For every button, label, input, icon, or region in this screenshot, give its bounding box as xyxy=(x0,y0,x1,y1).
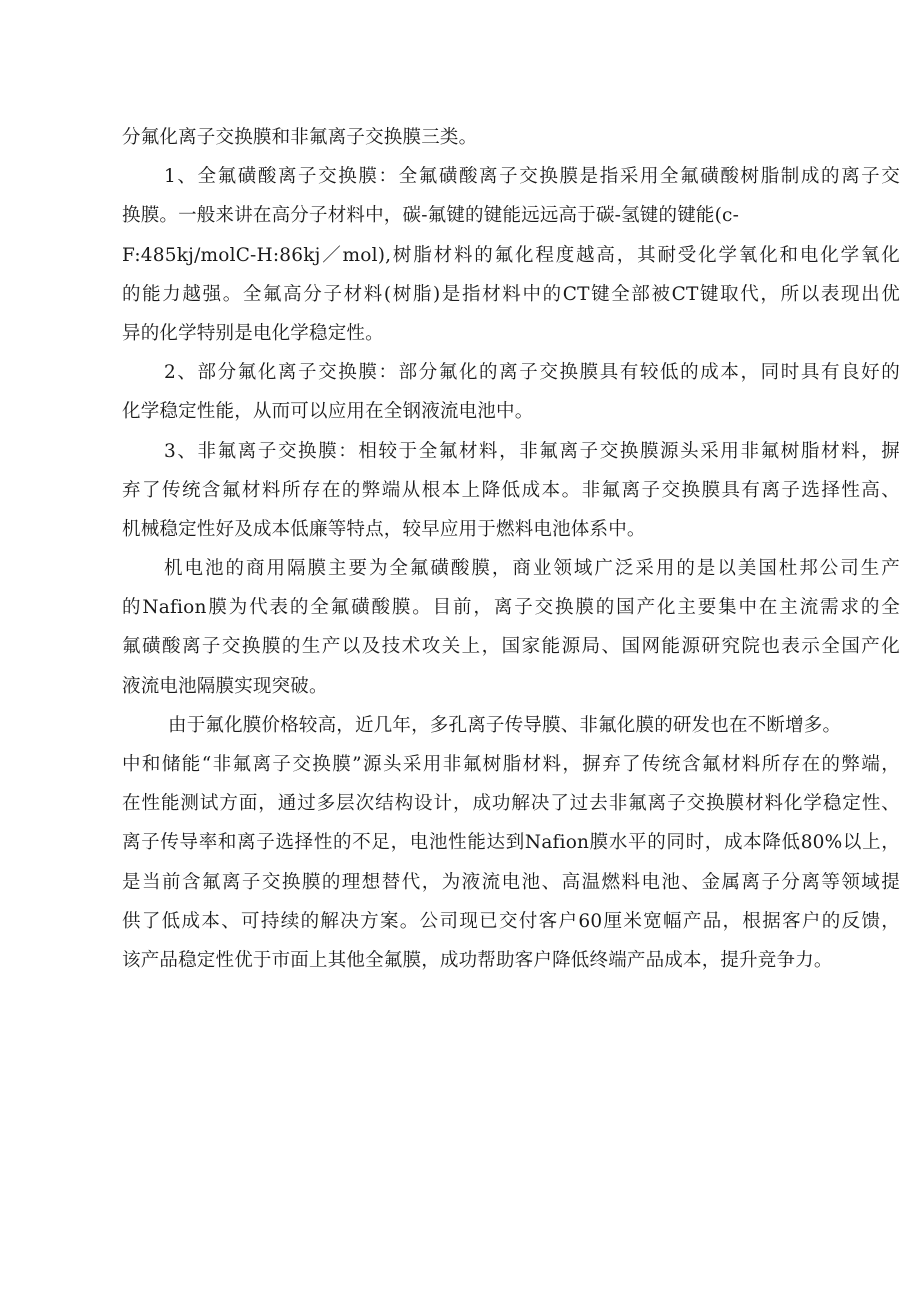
text-line: F:485kj/molC-H:86kj／mol),树脂材料的氟化程度越高，其耐受化学氧化和电化学氧化 xyxy=(122,244,900,266)
paragraph-partially-fluorinated xyxy=(122,353,900,431)
paragraph-commercial-membranes xyxy=(122,549,900,706)
text-line: 的能力越强。全氟高分子材料(树脂)是指材料中的CT键全部被CT键取代，所以表现出优 xyxy=(122,283,900,305)
document-body xyxy=(122,118,900,980)
text-line: 1、全氟磺酸离子交换膜：全氟磺酸离子交换膜是指采用全氟磺酸树脂制成的离子交 xyxy=(164,166,900,188)
paragraph-perfluorinated xyxy=(122,157,900,353)
text-line: 机械稳定性好及成本低廉等特点，较早应用于燃料电池体系中。 xyxy=(122,518,646,540)
text-line: 换膜。一般来讲在高分子材料中，碳-氟键的键能远远高于碳-氢键的键能(c- xyxy=(122,205,740,227)
paragraph-zhonghe-storage xyxy=(122,706,900,980)
text-line: 化学稳定性能，从而可以应用在全钢液流电池中。 xyxy=(122,401,534,423)
text-line: 该产品稳定性优于市面上其他全氟膜，成功帮助客户降低终端产品成本，提升竞争力。 xyxy=(122,949,833,971)
text-line: 的Nafion膜为代表的全氟磺酸膜。目前，离子交换膜的国产化主要集中在主流需求的全 xyxy=(122,597,900,619)
text-line: 3、非氟离子交换膜：相较于全氟材料，非氟离子交换膜源头采用非氟树脂材料，摒 xyxy=(164,440,900,462)
text-line: 由于氟化膜价格较高，近几年，多孔离子传导膜、非氟化膜的研发也在不断增多。 xyxy=(168,714,842,736)
text-line: 弃了传统含氟材料所存在的弊端从根本上降低成本。非氟离子交换膜具有离子选择性高、 xyxy=(122,479,900,501)
text-line: 供了低成本、可持续的解决方案。公司现已交付客户60厘米宽幅产品，根据客户的反馈， xyxy=(122,910,900,932)
text-line: 液流电池隔膜实现突破。 xyxy=(122,675,328,697)
paragraph-non-fluorinated xyxy=(122,432,900,550)
text-line: 异的化学特别是电化学稳定性。 xyxy=(122,322,384,344)
paragraph-intro xyxy=(122,118,900,157)
text-line: 中和储能“非氟离子交换膜”源头采用非氟树脂材料，摒弃了传统含氟材料所存在的弊端， xyxy=(122,754,900,775)
text-line: 机电池的商用隔膜主要为全氟磺酸膜，商业领域广泛采用的是以美国杜邦公司生产 xyxy=(164,558,900,580)
text-line: 在性能测试方面，通过多层次结构设计，成功解决了过去非氟离子交换膜材料化学稳定性、 xyxy=(122,793,900,815)
text-line: 2、部分氟化离子交换膜：部分氟化的离子交换膜具有较低的成本，同时具有良好的 xyxy=(164,362,900,384)
text-line: 氟磺酸离子交换膜的生产以及技术攻关上，国家能源局、国网能源研究院也表示全国产化 xyxy=(122,636,900,658)
text-line: 离子传导率和离子选择性的不足，电池性能达到Nafion膜水平的同时，成本降低80%以上， xyxy=(122,832,900,854)
text-line: 是当前含氟离子交换膜的理想替代，为液流电池、高温燃料电池、金属离子分离等领域提 xyxy=(122,871,900,893)
text-line: 分氟化离子交换膜和非氟离子交换膜三类。 xyxy=(122,127,478,148)
